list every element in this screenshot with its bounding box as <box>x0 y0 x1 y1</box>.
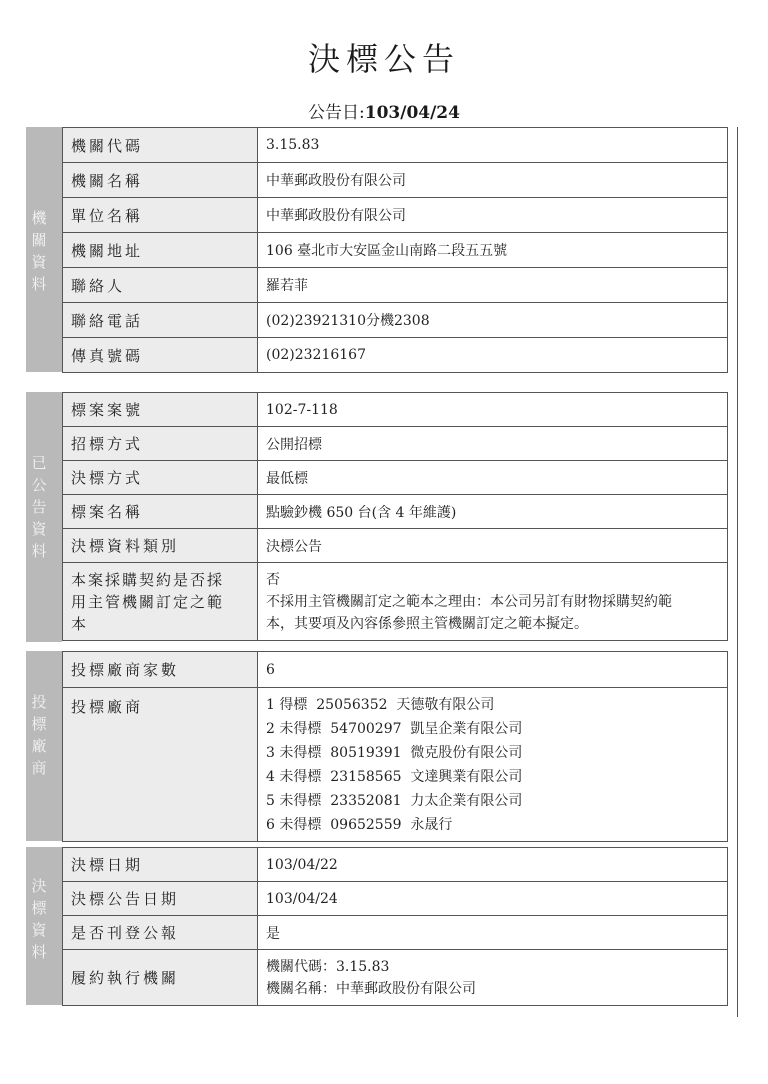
field-label: 機關地址 <box>63 233 258 268</box>
field-value: (02)23921310分機2308 <box>258 303 728 338</box>
announce-date-label: 公告日: <box>308 103 365 123</box>
award-table <box>62 847 728 1006</box>
field-label: 標案案號 <box>63 393 258 427</box>
table-row <box>63 163 728 198</box>
field-value: 公開招標 <box>258 427 728 461</box>
field-label: 機關代碼 <box>63 128 258 163</box>
field-value: 102-7-118 <box>258 393 728 427</box>
field-value: 中華郵政股份有限公司 <box>258 198 728 233</box>
award-section-side <box>26 847 62 1005</box>
field-label: 決標日期 <box>63 848 258 882</box>
field-label: 投標廠商 <box>63 688 258 842</box>
table-row <box>63 233 728 268</box>
field-value: 點驗鈔機 650 台(含 4 年維護) <box>258 495 728 529</box>
table-row <box>63 882 728 916</box>
agency-section-label: 機 關 資 料 <box>31 209 47 293</box>
bidders-section-label: 投 標 廠 商 <box>31 693 47 777</box>
field-label: 標案名稱 <box>63 495 258 529</box>
page-margin-line <box>737 127 738 1017</box>
field-label: 履約執行機關 <box>63 950 258 1006</box>
field-value: 6 <box>258 652 728 688</box>
field-value: 103/04/24 <box>258 882 728 916</box>
table-row <box>63 198 728 233</box>
table-row <box>63 652 728 688</box>
field-value: 羅若菲 <box>258 268 728 303</box>
award-section <box>26 847 728 1005</box>
announced-table <box>62 392 728 641</box>
bidder-list <box>258 688 728 842</box>
field-label: 決標方式 <box>63 461 258 495</box>
field-label: 單位名稱 <box>63 198 258 233</box>
template-question-value: 否 不採用主管機關訂定之範本之理由：本公司另訂有財物採購契約範 本，其要項及內容係參照主管機關訂定之範本擬定。 <box>258 563 728 641</box>
field-label: 是否刊登公報 <box>63 916 258 950</box>
field-value: 103/04/22 <box>258 848 728 882</box>
table-row <box>63 461 728 495</box>
award-section-label: 決 標 資 料 <box>31 877 47 961</box>
field-label: 聯絡人 <box>63 268 258 303</box>
field-label: 決標資料類別 <box>63 529 258 563</box>
template-question-label: 本案採購契約是否採 用主管機關訂定之範 本 <box>63 563 258 641</box>
list-item: 6 未得標 09652559 永晟行 <box>266 817 453 833</box>
exec-agency-value: 機關代碼：3.15.83 機關名稱：中華郵政股份有限公司 <box>258 950 728 1006</box>
bidders-section-side <box>26 651 62 841</box>
table-row <box>63 950 728 1006</box>
list-item: 1 得標 25056352 天德敬有限公司 <box>266 697 495 713</box>
list-item: 5 未得標 23352081 力太企業有限公司 <box>266 793 523 809</box>
field-value: 3.15.83 <box>258 128 728 163</box>
announced-section-side <box>26 392 62 642</box>
field-value: 106 臺北市大安區金山南路二段五五號 <box>258 233 728 268</box>
announced-section-label: 已 公 告 資 料 <box>31 454 47 560</box>
field-label: 機關名稱 <box>63 163 258 198</box>
document-title: 決標公告 <box>307 40 460 78</box>
field-label: 招標方式 <box>63 427 258 461</box>
list-item: 3 未得標 80519391 微克股份有限公司 <box>266 745 523 761</box>
agency-section <box>26 127 728 372</box>
bidders-section <box>26 651 728 841</box>
field-label: 傳真號碼 <box>63 338 258 373</box>
announce-date <box>0 98 768 123</box>
table-row <box>63 303 728 338</box>
field-label: 聯絡電話 <box>63 303 258 338</box>
announced-section <box>26 392 728 642</box>
field-value: 最低標 <box>258 461 728 495</box>
list-item: 2 未得標 54700297 凱呈企業有限公司 <box>266 721 523 737</box>
agency-table <box>62 127 728 373</box>
field-label: 決標公告日期 <box>63 882 258 916</box>
table-row <box>63 688 728 842</box>
announce-date-value: 103/04/24 <box>364 103 460 123</box>
field-value: 中華郵政股份有限公司 <box>258 163 728 198</box>
table-row <box>63 916 728 950</box>
table-row <box>63 848 728 882</box>
bidders-table <box>62 651 728 842</box>
table-row <box>63 563 728 641</box>
list-item: 4 未得標 23158565 文達興業有限公司 <box>266 769 523 785</box>
table-row <box>63 529 728 563</box>
field-label: 投標廠商家數 <box>63 652 258 688</box>
field-value: 是 <box>258 916 728 950</box>
table-row <box>63 268 728 303</box>
table-row <box>63 338 728 373</box>
field-value: 決標公告 <box>258 529 728 563</box>
table-row <box>63 495 728 529</box>
agency-section-side <box>26 127 62 372</box>
table-row <box>63 128 728 163</box>
table-row <box>63 393 728 427</box>
field-value: (02)23216167 <box>258 338 728 373</box>
table-row <box>63 427 728 461</box>
